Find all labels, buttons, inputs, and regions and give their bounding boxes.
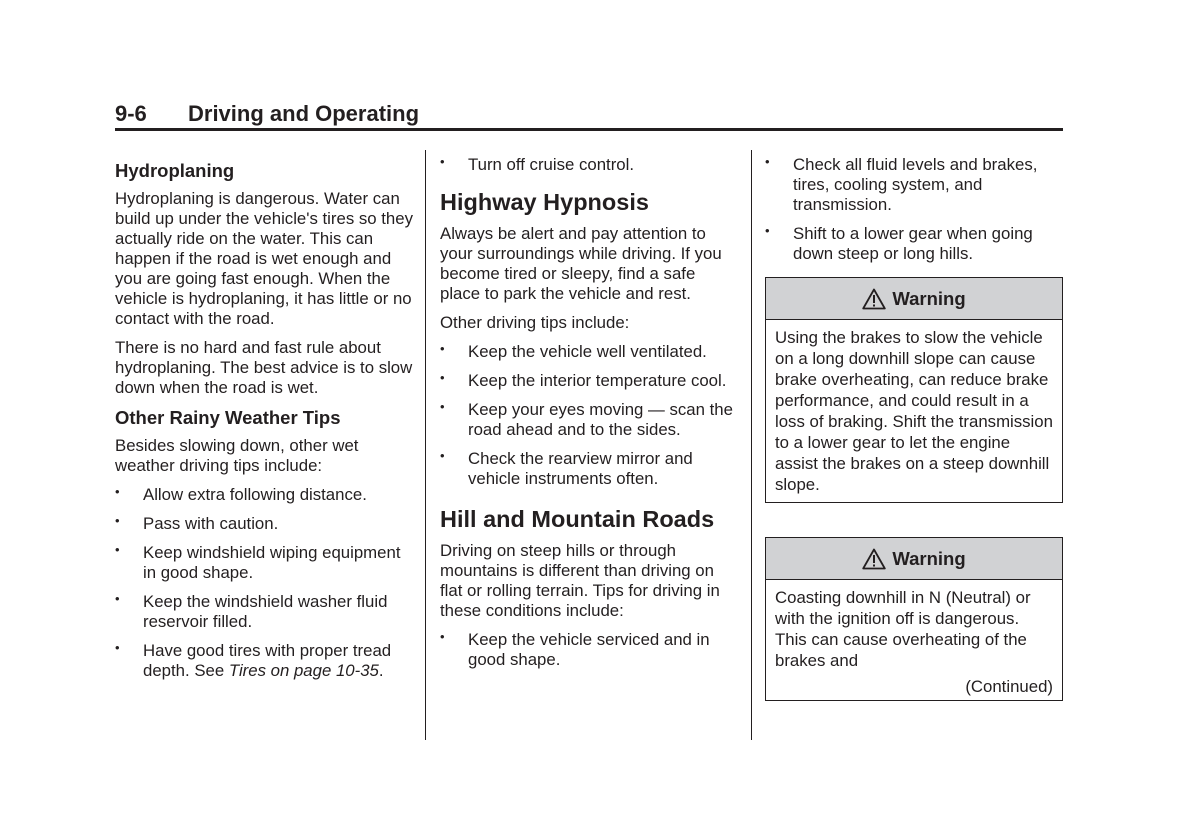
warning-header (766, 538, 1062, 580)
warning-title: Warning (892, 547, 966, 569)
bullet-icon: • (440, 341, 445, 356)
bullet-icon: • (765, 154, 770, 169)
bullet-icon: • (115, 542, 120, 557)
warning-triangle-icon (862, 548, 886, 570)
column-1 (115, 160, 415, 681)
section-title: Driving and Operating (188, 101, 420, 126)
continued-label: (Continued) (965, 677, 1053, 696)
page-number: 9-6 (115, 101, 147, 126)
warning-box-coasting (765, 537, 1063, 701)
heading-other-rainy-weather-tips: Other Rainy Weather Tips (115, 407, 341, 428)
paragraph-hydroplaning-2: There is no hard and fast rule about hydroplaning. The best advice is to slow down when the road is wet. (115, 338, 413, 397)
paragraph-other-tips: Other driving tips include: (440, 313, 630, 332)
list-item: • Allow extra following distance. (115, 484, 367, 504)
bullet-icon: • (440, 154, 445, 169)
list-item: • Keep windshield wiping equipment in good shape. (115, 542, 401, 582)
warning-header (766, 278, 1062, 320)
heading-highway-hypnosis: Highway Hypnosis (440, 189, 649, 215)
header-rule (115, 128, 1063, 131)
list-item: • Turn off cruise control. (440, 154, 635, 174)
column-3 (765, 150, 1063, 701)
list-item: • Check all fluid levels and brakes, tires, cooling system, and transmission. (765, 154, 1038, 214)
column-divider (425, 150, 426, 740)
list-item: • Keep the vehicle serviced and in good shape. (440, 629, 710, 669)
bullet-icon: • (765, 223, 770, 238)
list-item: • Shift to a lower gear when going down steep or long hills. (765, 223, 1033, 263)
bullet-icon: • (440, 399, 445, 414)
paragraph-alert: Always be alert and pay attention to your surroundings while driving. If you become tired or sleepy, find a safe place to park the vehicle and rest. (440, 224, 722, 303)
bullet-icon: • (440, 370, 445, 385)
heading-hydroplaning: Hydroplaning (115, 160, 235, 181)
paragraph-rainy-tips: Besides slowing down, other wet weather driving tips include: (115, 436, 359, 475)
list-item: • Keep your eyes moving — scan the road ahead and to the sides. (440, 399, 733, 439)
list-item: • Keep the interior temperature cool. (440, 370, 727, 390)
hill-tips-list-continued (765, 155, 1063, 264)
driving-tips-list (440, 342, 740, 489)
list-item: • Check the rearview mirror and vehicle instruments often. (440, 448, 693, 488)
bullet-icon: • (440, 448, 445, 463)
bullet-icon: • (115, 513, 120, 528)
column-2 (440, 150, 740, 670)
warning-body: Coasting downhill in N (Neutral) or with the ignition off is dangerous. This can cause overheating of the brakes and (775, 588, 1031, 670)
warning-body-container (766, 580, 1062, 700)
bullet-icon: • (115, 591, 120, 606)
paragraph-hill: Driving on steep hills or through mountains is different than driving on flat or rolling terrain. Tips for driving in these conditions include: (440, 541, 720, 620)
hill-tips-list (440, 630, 740, 670)
page-header (115, 100, 1063, 130)
tires-reference-link[interactable]: Tires on page 10-35 (228, 661, 379, 680)
list-item: • Pass with caution. (115, 513, 279, 533)
bullet-icon: • (440, 629, 445, 644)
rainy-tips-list (115, 485, 415, 681)
paragraph-hydroplaning-1: Hydroplaning is dangerous. Water can build up under the vehicle's tires so they actually ride on the water. This can happen if the road is wet enough and you are going fast enough. When the vehicle is hydroplaning, it has little or no contact with the road. (115, 189, 413, 328)
list-item: • Keep the windshield washer fluid reservoir filled. (115, 591, 388, 631)
cruise-list (440, 155, 740, 175)
bullet-icon: • (115, 484, 120, 499)
warning-body: Using the brakes to slow the vehicle on a long downhill slope can cause brake overheating, can reduce brake performance, and could result in a loss of braking. Shift the transmission to a lower gear to let the engine assist the brakes on a steep downhill slope. (775, 328, 1053, 494)
warning-title: Warning (892, 287, 966, 309)
warning-triangle-icon (862, 288, 886, 310)
column-divider (751, 150, 752, 740)
list-item: • Keep the vehicle well ventilated. (440, 341, 707, 361)
warning-box-brakes (765, 277, 1063, 503)
list-item: • Have good tires with proper tread depth. See Tires on page 10-35. (115, 640, 392, 680)
heading-hill-and-mountain-roads: Hill and Mountain Roads (440, 506, 715, 532)
bullet-icon: • (115, 640, 120, 655)
